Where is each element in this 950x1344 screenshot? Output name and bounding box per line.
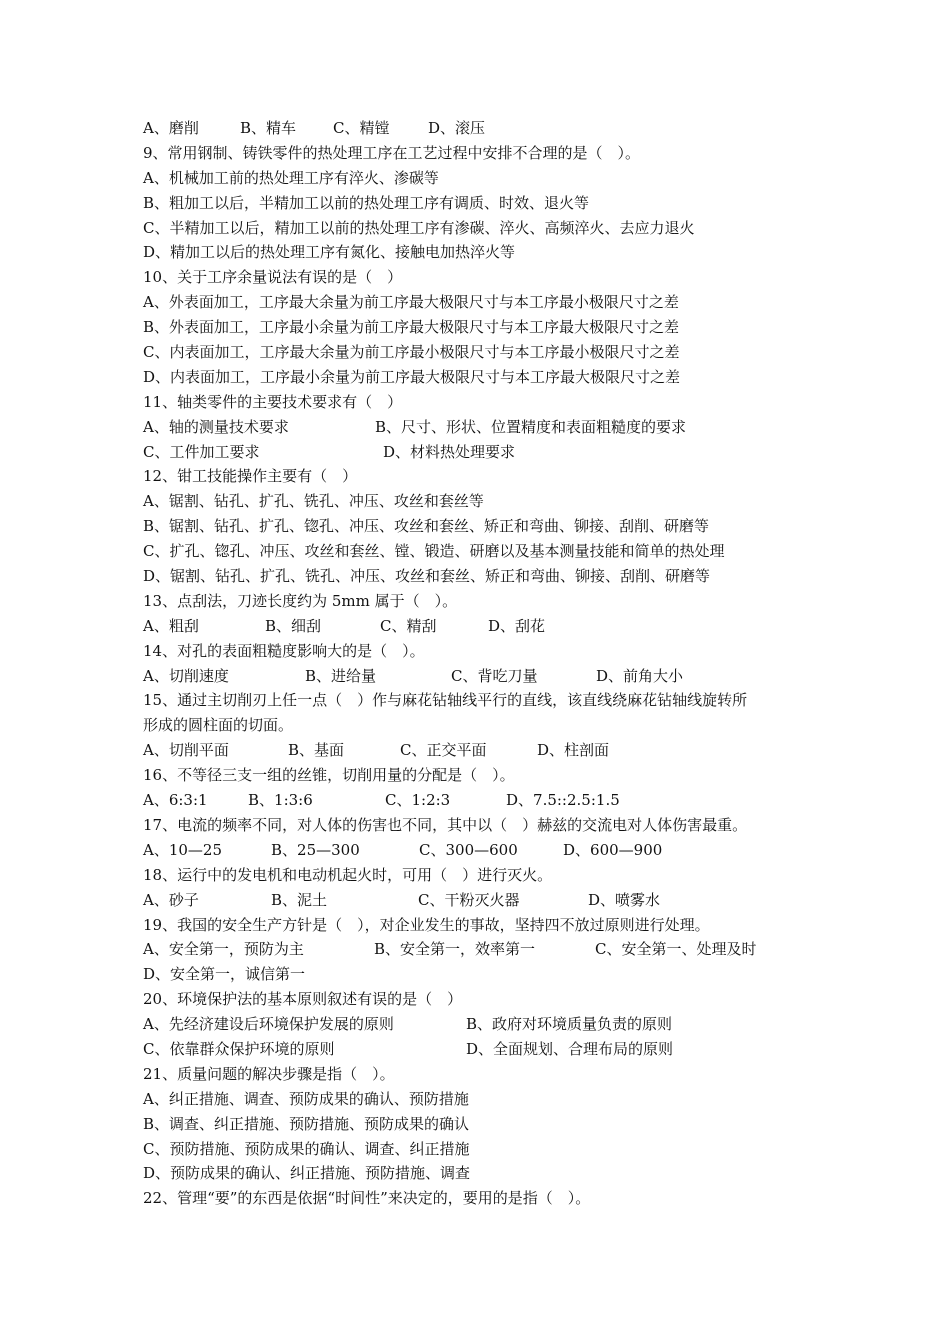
answer-option: D、前角大小 (596, 666, 684, 685)
answer-option: A、纠正措施、调查、预防成果的确认、预防措施 (143, 1089, 469, 1108)
answer-option: A、外表面加工，工序最大余量为前工序最大极限尺寸与本工序最小极限尺寸之差 (143, 293, 679, 312)
answer-option: B、外表面加工，工序最小余量为前工序最大极限尺寸与本工序最大极限尺寸之差 (143, 318, 680, 337)
question-stem: 13、点刮法，刀迹长度约为 5mm 属于（ ）。 (143, 591, 458, 610)
option-row (143, 888, 813, 913)
answer-option: A、6:3:1 (143, 791, 208, 810)
answer-option: D、材料热处理要求 (383, 442, 516, 461)
answer-option: C、扩孔、锪孔、冲压、攻丝和套丝、镗、锻造、研磨以及基本测量技能和简单的热处理 (143, 542, 725, 561)
answer-option: B、泥土 (271, 890, 328, 909)
answer-option: 形成的圆柱面的切面。 (143, 716, 294, 735)
answer-option: D、精加工以后的热处理工序有氮化、接触电加热淬火等 (143, 243, 516, 262)
answer-option: C、1:2:3 (385, 791, 451, 810)
answer-option: A、10—25 (143, 840, 223, 859)
answer-option: D、滚压 (428, 119, 486, 137)
answer-option: B、政府对环境质量负责的原则 (466, 1015, 673, 1034)
answer-option: C、300—600 (419, 840, 518, 859)
option-row (143, 838, 813, 863)
option-row (143, 1037, 813, 1062)
answer-option: C、工件加工要求 (143, 442, 260, 461)
question-stem: 20、环境保护法的基本原则叙述有误的是（ ） (143, 990, 463, 1009)
answer-option: C、精镗 (333, 119, 390, 137)
answer-option: B、25—300 (271, 840, 360, 859)
answer-option: D、喷雾水 (588, 890, 661, 909)
answer-option: B、锯割、钻孔、扩孔、锪孔、冲压、攻丝和套丝、矫正和弯曲、铆接、刮削、研磨等 (143, 517, 710, 536)
answer-option: D、安全第一，诚信第一 (143, 965, 306, 984)
answer-option: C、干粉灭火器 (418, 890, 520, 909)
answer-option: A、磨削 (143, 119, 199, 137)
answer-option: A、切削平面 (143, 741, 229, 760)
answer-option: B、尺寸、形状、位置精度和表面粗糙度的要求 (375, 417, 687, 436)
question-stem: 10、关于工序余量说法有误的是（ ） (143, 268, 403, 287)
answer-option: C、依靠群众保护环境的原则 (143, 1039, 335, 1058)
option-row (143, 614, 813, 639)
answer-option: D、600—900 (563, 840, 663, 859)
question-stem: 12、钳工技能操作主要有（ ） (143, 467, 358, 486)
answer-option: B、调查、纠正措施、预防措施、预防成果的确认 (143, 1114, 470, 1133)
option-row (143, 664, 813, 689)
answer-option: A、先经济建设后环境保护发展的原则 (143, 1015, 394, 1034)
option-row (143, 937, 813, 962)
question-stem: 16、不等径三支一组的丝锥，切削用量的分配是（ ）。 (143, 766, 515, 785)
answer-option: D、柱剖面 (537, 741, 610, 760)
answer-option: B、进给量 (305, 666, 377, 685)
answer-option: B、安全第一，效率第一 (374, 940, 536, 959)
question-stem: 17、电流的频率不同，对人体的伤害也不同，其中以（ ）赫兹的交流电对人体伤害最重。 (143, 815, 748, 834)
option-row (143, 440, 813, 465)
option-row (143, 738, 813, 763)
answer-option: D、锯割、钻孔、扩孔、铣孔、冲压、攻丝和套丝、矫正和弯曲、铆接、刮削、研磨等 (143, 567, 711, 586)
answer-option: B、1:3:6 (248, 791, 313, 810)
answer-option: C、背吃刀量 (451, 666, 538, 685)
question-stem: 14、对孔的表面粗糙度影响大的是（ ）。 (143, 641, 425, 660)
question-stem: 22、管理“要”的东西是依据“时间性”来决定的，要用的是指（ ）。 (143, 1189, 591, 1208)
answer-option: A、安全第一，预防为主 (143, 940, 304, 959)
answer-option: C、半精加工以后，精加工以前的热处理工序有渗碳、淬火、高频淬火、去应力退火 (143, 218, 695, 237)
question-stem: 19、我国的安全生产方针是（ ），对企业发生的事故，坚持四不放过原则进行处理。 (143, 915, 710, 934)
answer-option: D、预防成果的确认、纠正措施、预防措施、调查 (143, 1164, 471, 1183)
answer-option: A、切削速度 (143, 666, 229, 685)
answer-option: C、正交平面 (400, 741, 487, 760)
question-stem: 9、常用钢制、铸铁零件的热处理工序在工艺过程中安排不合理的是（ ）。 (143, 143, 641, 162)
option-row (143, 1012, 813, 1037)
question-stem: 15、通过主切削刃上任一点（ ）作与麻花钻轴线平行的直线，该直线绕麻花钻轴线旋转所 (143, 691, 748, 710)
answer-option: A、粗刮 (143, 616, 199, 635)
answer-option: B、粗加工以后，半精加工以前的热处理工序有调质、时效、退火等 (143, 193, 590, 212)
option-row (143, 788, 813, 813)
question-stem: 21、质量问题的解决步骤是指（ ）。 (143, 1064, 395, 1083)
answer-option: D、刮花 (488, 616, 546, 635)
answer-option: D、7.5::2.5:1.5 (506, 791, 620, 810)
option-row (143, 415, 813, 440)
question-stem: 11、轴类零件的主要技术要求有（ ） (143, 392, 403, 411)
answer-option: A、轴的测量技术要求 (143, 417, 289, 436)
question-stem: 18、运行中的发电机和电动机起火时，可用（ ）进行灭火。 (143, 865, 553, 884)
answer-option: D、全面规划、合理布局的原则 (466, 1039, 674, 1058)
answer-option: B、精车 (240, 119, 297, 137)
answer-option: C、内表面加工，工序最大余量为前工序最小极限尺寸与本工序最小极限尺寸之差 (143, 343, 680, 362)
answer-option: C、预防措施、预防成果的确认、调查、纠正措施 (143, 1139, 470, 1158)
option-row (143, 116, 813, 141)
answer-option: B、基面 (288, 741, 345, 760)
answer-option: C、安全第一、处理及时 (595, 940, 757, 959)
answer-option: A、机械加工前的热处理工序有淬火、渗碳等 (143, 168, 439, 187)
answer-option: D、内表面加工，工序最小余量为前工序最大极限尺寸与本工序最大极限尺寸之差 (143, 367, 681, 386)
answer-option: A、锯割、钻孔、扩孔、铣孔、冲压、攻丝和套丝等 (143, 492, 484, 511)
question-list (143, 116, 813, 1211)
answer-option: B、细刮 (265, 616, 322, 635)
answer-option: C、精刮 (380, 616, 437, 635)
answer-option: A、砂子 (143, 890, 199, 909)
